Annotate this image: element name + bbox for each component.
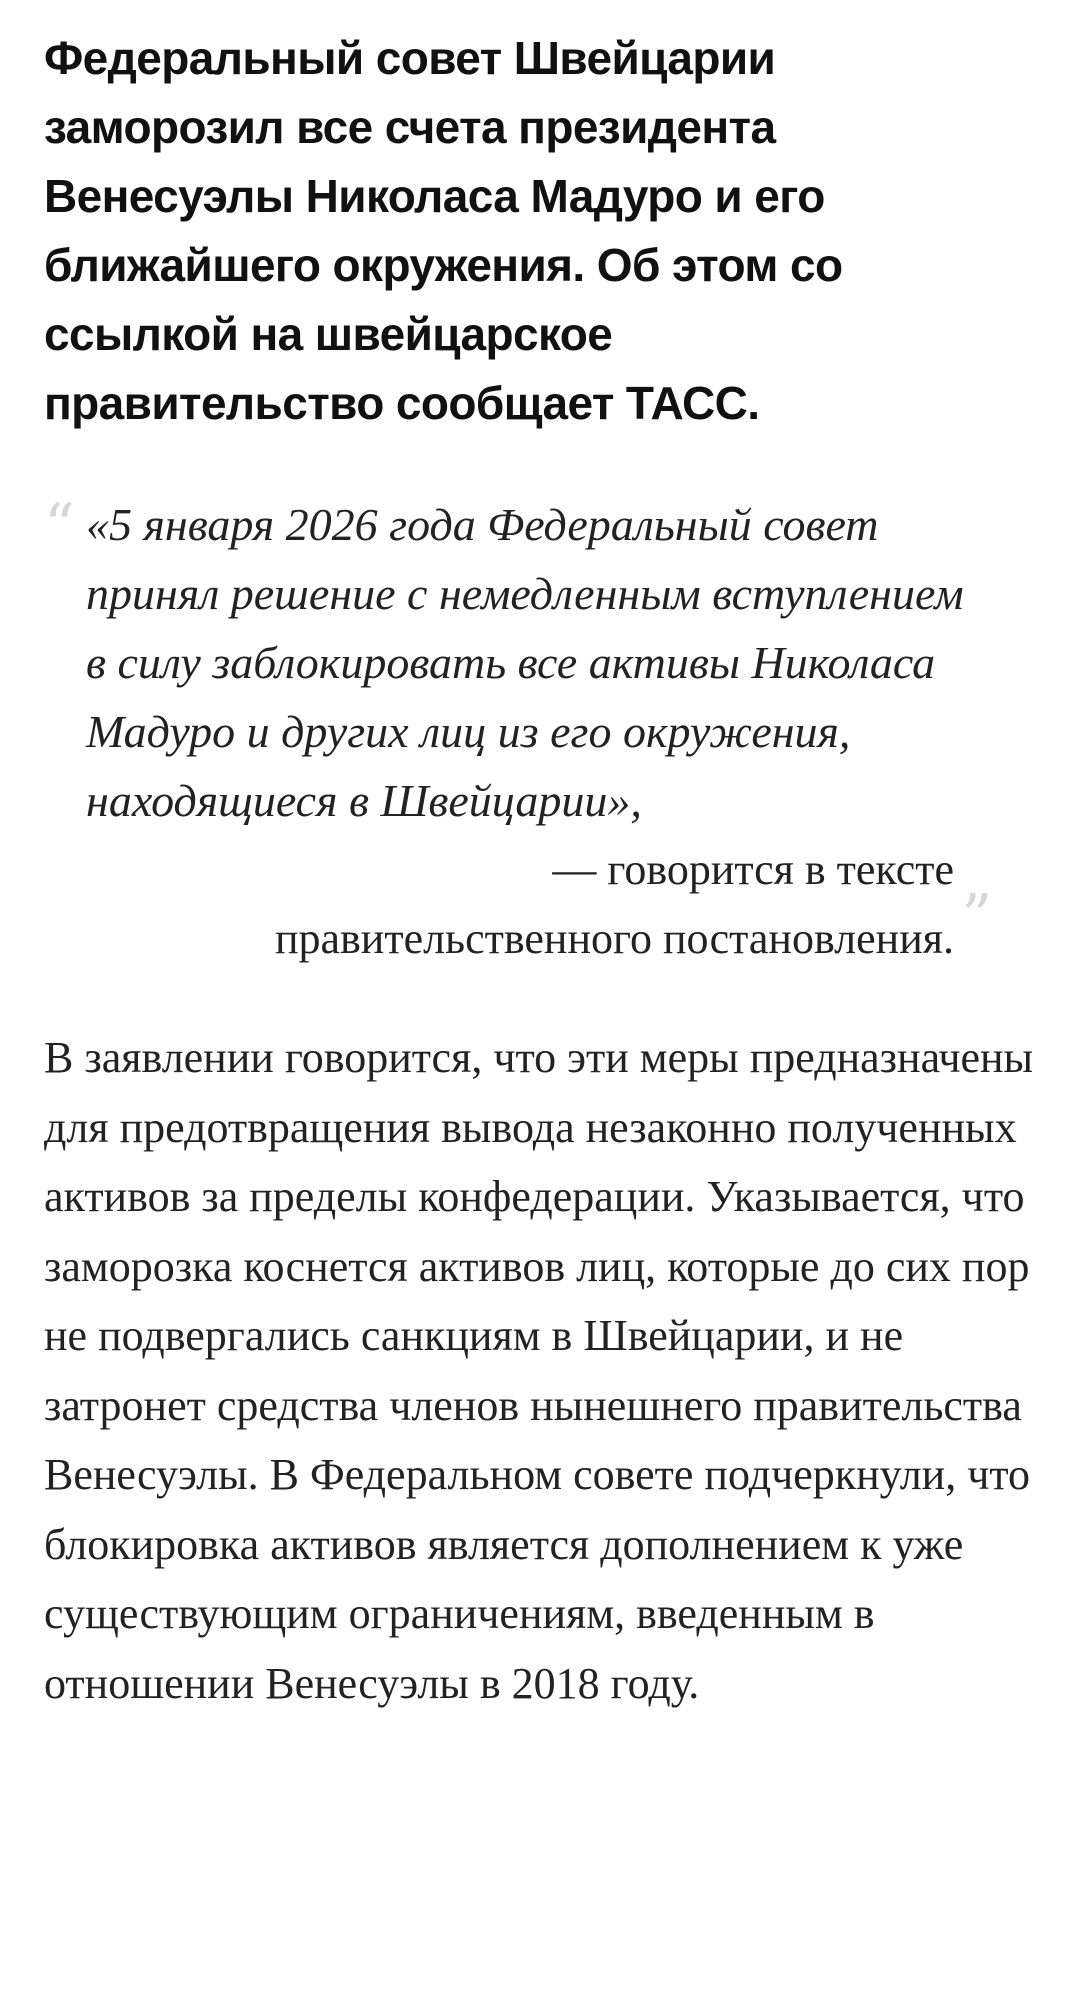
open-quote-icon: “ — [44, 491, 75, 561]
quote-attribution: — говорится в тексте правительственного постановления. — [274, 845, 954, 963]
close-quote-icon: ” — [961, 882, 992, 952]
quote-text: «5 января 2026 года Федеральный совет принял решение с немедленным вступлением в силу заблокировать все активы Николаса Мадуро и других лиц из его окружения, находящиеся в Швейцарии», — [86, 499, 964, 826]
article-paragraph: В заявлении говорится, что эти меры предназначены для предотвращения вывода незаконно полученных активов за пределы конфедерации. Указывается, что заморозка коснется активов лиц, которые до сих пор не подвергались санкциям в Швейцарии, и не затронет средства членов нынешнего правительства Венесуэлы. В Федеральном совете подчеркнули, что блокировка активов является дополнением к уже существующим ограничениям, введенным в отношении Венесуэлы в 2018 году. — [44, 1033, 1034, 1708]
blockquote — [44, 490, 994, 973]
article-lead: Федеральный совет Швейцарии заморозил все счета президента Венесуэлы Николаса Мадуро и его ближайшего окружения. Об этом со ссылкой на швейцарское правительство сообщает ТАСС. — [44, 32, 843, 429]
